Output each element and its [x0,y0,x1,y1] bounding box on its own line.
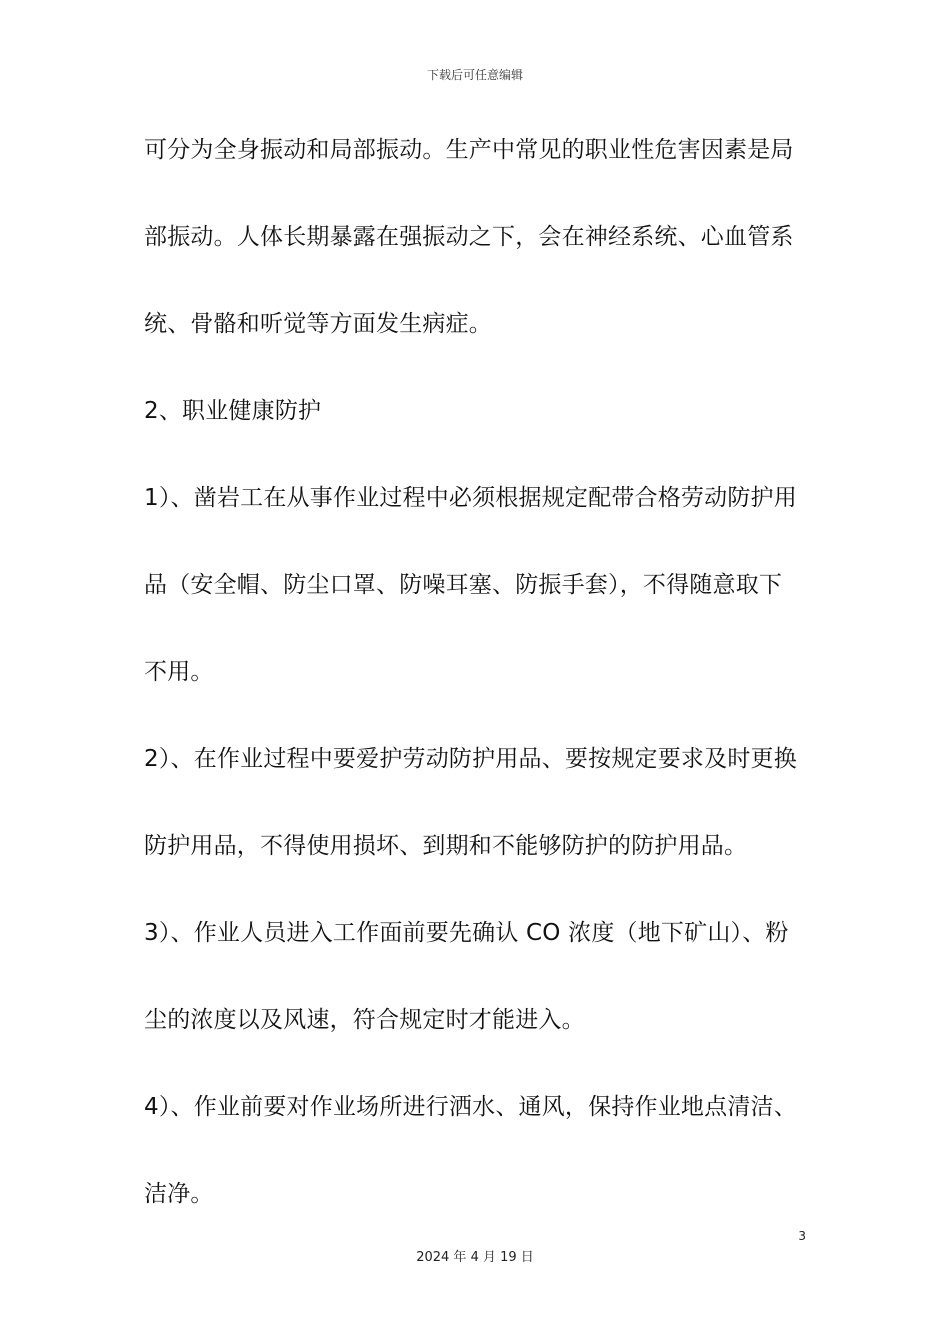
paragraph-line: 4）、作业前要对作业场所进行洒水、通风，保持作业地点清洁、 [144,1094,797,1120]
paragraph-line: 统、骨骼和听觉等方面发生病症。 [144,311,492,337]
paragraph-line: 防护用品，不得使用损坏、到期和不能够防护的防护用品。 [144,833,748,859]
paragraph-line: 尘的浓度以及风速，符合规定时才能进入。 [144,1007,585,1033]
paragraph-line: 可分为全身振动和局部振动。生产中常见的职业性危害因素是局 [144,137,794,163]
paragraph-line: 2）、在作业过程中要爱护劳动防护用品、要按规定要求及时更换 [144,746,797,772]
footer-date: 2024 年 4 月 19 日 [416,1250,534,1265]
paragraph-line: 不用。 [144,659,214,685]
section-heading: 2、职业健康防护 [144,398,322,424]
document-body [144,128,812,1259]
paragraph-line: 品（安全帽、防尘口罩、防噪耳塞、防振手套），不得随意取下 [144,572,783,598]
paragraph-line: 1）、凿岩工在从事作业过程中必须根据规定配带合格劳动防护用 [144,485,797,511]
paragraph-line: 部振动。人体长期暴露在强振动之下，会在神经系统、心血管系 [144,224,794,250]
paragraph-line: 3）、作业人员进入工作面前要先确认 CO 浓度（地下矿山）、粉 [144,920,789,946]
page-number: 3 [798,1229,806,1243]
page-header: 下载后可任意编辑 [426,68,523,82]
paragraph-line: 洁净。 [144,1181,214,1207]
